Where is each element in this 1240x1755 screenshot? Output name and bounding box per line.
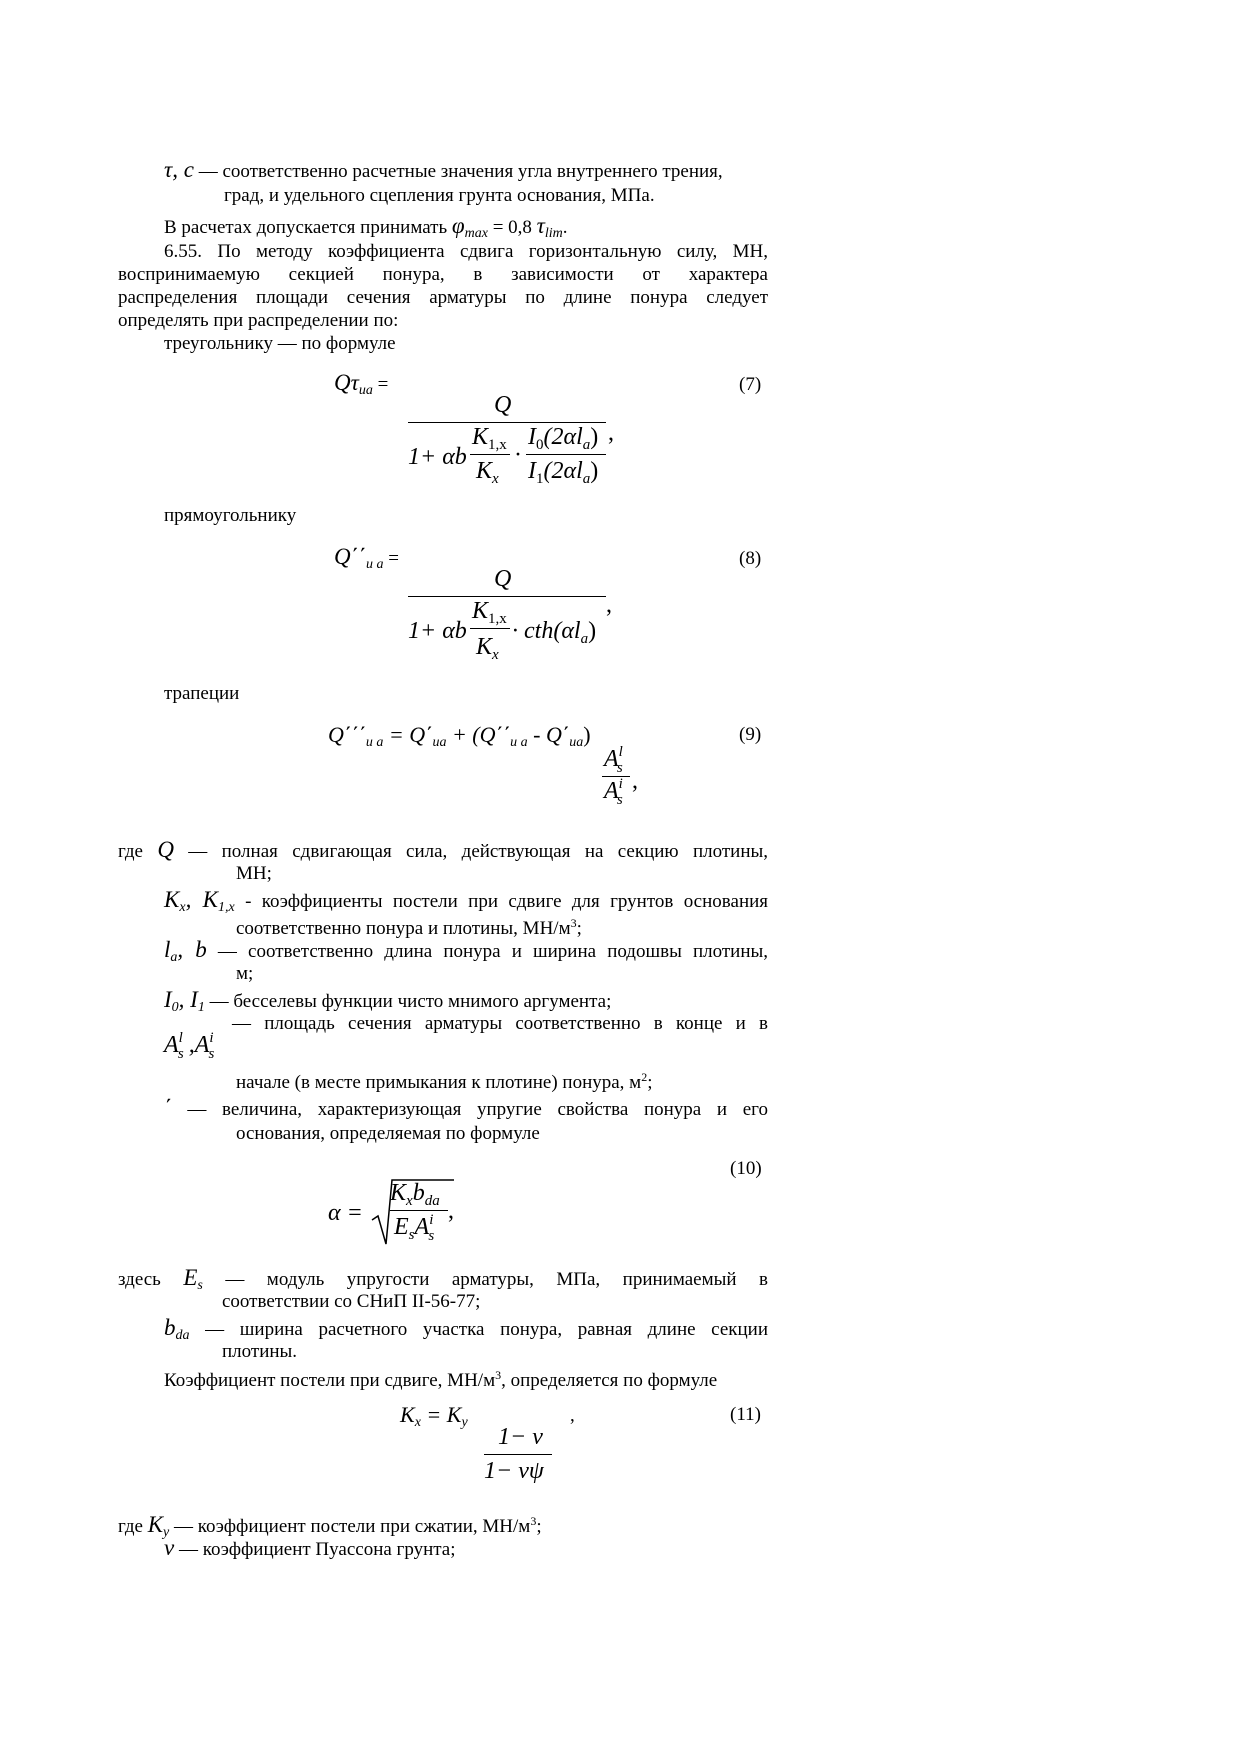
eq9-sub-d: ua — [569, 735, 584, 750]
def-b-sub: da — [175, 1328, 190, 1343]
eq8-numerator: Q — [494, 566, 512, 592]
eq8-eq: = — [383, 548, 399, 569]
eq9-line — [328, 722, 591, 751]
eq8-kx-sub: x — [492, 647, 499, 663]
coef-line — [164, 1364, 717, 1392]
eq7-lhs — [334, 370, 388, 399]
eq9-frac-num-sup: l — [618, 744, 623, 760]
eq10-denominator — [394, 1214, 439, 1244]
def-q-symbol: Q — [157, 837, 174, 862]
eq7-i0-close: ) — [590, 424, 599, 450]
eq7-i1-arg: (2αl — [543, 458, 583, 484]
eq7-i1-arg-sub: a — [582, 471, 591, 487]
eq11-mid: = K — [420, 1402, 462, 1427]
def-k-sub1: x — [179, 900, 186, 915]
def-tau-c-line2: град, и удельного сцепления грунта основания, МПа. — [224, 185, 655, 206]
eq8-main-bar — [408, 596, 606, 597]
def-l-text: — соответственно длина понура и ширина подошвы плотины, — [217, 941, 769, 962]
tau-symbol: τ — [536, 213, 545, 238]
p655-line5: треугольнику — по формуле — [164, 333, 396, 354]
def-a-sup-l: l — [178, 1030, 183, 1046]
eq10-frac-bar — [390, 1210, 448, 1211]
eq7-i0-arg-sub: a — [582, 437, 591, 453]
def-l-sub: a — [170, 950, 178, 965]
eq9-number: (9) — [739, 724, 762, 745]
eq8-one-plus-text: 1+ αb — [408, 618, 467, 644]
eq10-num-b-sub: da — [424, 1193, 440, 1209]
eq9-d: - Q΄ — [527, 722, 570, 747]
p655-line4: определять при распределении по: — [118, 310, 399, 331]
eq7-k1x-sub: 1,x — [488, 437, 507, 453]
eq7-number: (7) — [739, 374, 762, 395]
eq7-i0-arg: (2αl — [543, 424, 583, 450]
def-q-line2: МН; — [236, 863, 272, 884]
def-ky-sup: 3 — [530, 1514, 537, 1528]
def-ky-text: — коэффициент постели при сжатии, МН/м — [174, 1516, 531, 1537]
def-i-sub0: 0 — [171, 1000, 179, 1015]
def-b-text: — ширина расчетного участка понура, равная длине секции — [205, 1319, 769, 1340]
def-e-text: — модуль упругости арматуры, МПа, принимаемый в — [225, 1269, 768, 1290]
eq11-k-sub: x — [414, 1415, 421, 1430]
eq7-i0-sub: 0 — [536, 437, 544, 453]
def-nu-text: — коэффициент Пуассона грунта; — [178, 1539, 456, 1560]
label-rectangle: прямоугольнику — [164, 505, 297, 526]
note-mid: = 0,8 — [492, 217, 532, 238]
def-a-sup-i: i — [209, 1030, 214, 1046]
eq8-lhs — [334, 544, 399, 573]
eq8-cth-sub: a — [580, 631, 589, 647]
eq9-frac-den-sub: s — [616, 792, 623, 808]
eq10-den-a: A — [414, 1214, 430, 1240]
def-k-end: ; — [576, 918, 582, 939]
def-a-comma: , — [188, 1032, 195, 1058]
def-a-sub2: s — [208, 1046, 215, 1062]
def-k-line2 — [236, 912, 582, 940]
eq7-comma: , — [608, 420, 614, 446]
eq9-frac-den-sym: A — [604, 778, 619, 804]
def-k-sym: K — [164, 887, 180, 912]
def-l-sym2: , b — [177, 937, 207, 962]
eq7-one-plus-text: 1+ αb — [408, 444, 467, 470]
def-nu-line — [164, 1536, 456, 1561]
eq7-i-bar — [526, 454, 606, 455]
def-a-text2: начале (в месте примыкания к плотине) понура, м — [236, 1072, 642, 1093]
def-k-sup: 3 — [570, 916, 577, 930]
eq7-main-bar — [408, 422, 606, 423]
eq10-comma: , — [448, 1198, 454, 1224]
def-k-sym2: , K — [185, 887, 219, 912]
def-nu-sym: ν — [164, 1535, 175, 1560]
eq8-k1x-sub: 1,x — [488, 611, 507, 627]
def-e-sub: s — [197, 1278, 203, 1293]
eq9-b: = Q΄ — [383, 722, 433, 747]
eq7-numerator: Q — [494, 392, 512, 418]
eq10-numerator — [390, 1180, 440, 1210]
def-b-sym: b — [164, 1315, 176, 1340]
eq8-k1x — [472, 598, 507, 628]
def-a-sup2: 2 — [641, 1070, 648, 1084]
def-a-line1: — площадь сечения арматуры соответственно в конце и в — [232, 1013, 768, 1034]
eq10-num-b: b — [412, 1180, 425, 1206]
label-trapezoid: трапеции — [164, 683, 240, 704]
coef-text: Коэффициент постели при сдвиге, МН/м — [164, 1370, 496, 1391]
eq11-number: (11) — [730, 1404, 761, 1425]
eq11-denominator: 1− νψ — [484, 1458, 544, 1484]
def-a-end: ; — [647, 1072, 653, 1093]
def-b-line2: плотины. — [222, 1341, 298, 1362]
eq8-kx-sym: K — [476, 634, 493, 660]
coef-end: , определяется по формуле — [501, 1370, 718, 1391]
def-l-line2: м; — [236, 963, 254, 984]
coef-sup: 3 — [495, 1368, 502, 1382]
eq8-cth — [512, 618, 596, 648]
def-tau-c-text1: — соответственно расчетные значения угла внутреннего трения, — [198, 161, 723, 182]
note-prefix: В расчетах допускается принимать — [164, 217, 448, 238]
eq7-i0 — [528, 424, 598, 454]
eq10-num-k-sub: x — [406, 1193, 413, 1209]
eq7-kx — [476, 458, 499, 488]
eq10-den-e-sub: s — [408, 1227, 415, 1243]
eq10-alpha: α = — [328, 1200, 363, 1226]
eq7-i1-sym: I — [528, 458, 536, 484]
eq7-k1x-sym: K — [472, 424, 489, 450]
eq10-number: (10) — [730, 1158, 762, 1179]
eq7-lhs-sub: ua — [358, 383, 373, 398]
eq9-e: ) — [583, 722, 591, 747]
def-a-sym2: A — [194, 1032, 210, 1058]
def-a-line2 — [236, 1066, 653, 1094]
eq7-i0-sym: I — [528, 424, 536, 450]
def-i-sym: I — [164, 987, 172, 1012]
eq11-mid-sub: y — [461, 1415, 468, 1430]
eq9-c: + (Q΄΄ — [446, 722, 511, 747]
eq9-sub-c: u a — [510, 735, 528, 750]
def-gde: где — [118, 841, 143, 862]
eq9-frac-num-sym: A — [604, 746, 619, 772]
def-tau-c-line1 — [164, 158, 723, 183]
def-k-sub2: 1,x — [218, 900, 235, 915]
def-alpha-sym: ΄ — [164, 1095, 172, 1120]
eq8-lhs-sub: u a — [365, 557, 384, 572]
phi-symbol: φ — [451, 213, 465, 238]
eq8-kx — [476, 634, 499, 664]
eq7-kx-sub: x — [492, 471, 499, 487]
def-i-sub1: 1 — [197, 1000, 205, 1015]
eq9-sub-b: ua — [432, 735, 447, 750]
def-l-sym: l — [164, 937, 171, 962]
symbol-tau-c: τ, c — [164, 157, 194, 182]
eq10-den-a-sub: s — [428, 1228, 435, 1244]
def-alpha-line1 — [164, 1096, 768, 1121]
eq7-i1-sub: 1 — [536, 471, 544, 487]
eq9-frac-bar — [602, 776, 630, 777]
def2-zdes: здесь — [118, 1269, 161, 1290]
def-ky-sub: y — [163, 1525, 170, 1540]
eq9-frac-num-sub: s — [616, 760, 623, 776]
eq11-k: K — [400, 1402, 415, 1427]
eq7-kx-sym: K — [476, 458, 493, 484]
tau-sub: lim — [544, 226, 563, 241]
eq9-frac-den — [604, 776, 629, 808]
eq7-eq: = — [372, 374, 389, 395]
eq10-den-a-sup: i — [429, 1212, 434, 1228]
eq7-i1 — [528, 458, 598, 488]
eq10-num-k: K — [390, 1180, 407, 1206]
eq7-k1x — [472, 424, 507, 454]
eq9-comma: , — [632, 768, 638, 794]
eq11-lhs — [400, 1402, 468, 1431]
def-k-text: - коэффициенты постели при сдвиге для грунтов основания — [245, 891, 769, 912]
def-a-sub1: s — [177, 1046, 184, 1062]
def-alpha-line2: основания, определяемая по формуле — [236, 1123, 540, 1144]
eq8-k1x-sym: K — [472, 598, 489, 624]
p655-line2: воспринимаемую секцией понура, в зависимости от характера — [118, 264, 768, 285]
def-l-line1 — [164, 938, 768, 969]
def-a-symbols — [164, 1030, 219, 1062]
phi-sub: max — [464, 226, 488, 241]
p655-line1: 6.55. По методу коэффициента сдвига горизонтальную силу, МН, — [164, 241, 768, 262]
eq8-cth-text: · cth(αl — [512, 618, 581, 644]
def-k-text2: соответственно понура и плотины, МН/м — [236, 918, 571, 939]
def3-gde: где — [118, 1516, 143, 1537]
eq7-one-plus — [408, 444, 467, 471]
eq11-comma: , — [570, 1405, 575, 1426]
def-q-text: — полная сдвигающая сила, действующая на секцию плотины, — [188, 841, 769, 862]
p655-line3: распределения площади сечения арматуры по длине понура следует — [118, 287, 768, 308]
eq8-cth-close: ) — [588, 618, 597, 644]
eq8-comma: , — [606, 592, 612, 618]
eq9-frac-num — [604, 744, 629, 776]
eq7-dot: · — [514, 442, 522, 468]
def-alpha-text: — величина, характеризующая упругие свойства понура и его — [187, 1099, 768, 1120]
eq11-numerator: 1− ν — [498, 1424, 543, 1450]
note-end: . — [562, 217, 568, 238]
eq8-k-bar — [470, 628, 510, 629]
def-i-text: — бесселевы функции чисто мнимого аргумента; — [209, 991, 612, 1012]
eq10-den-e: E — [394, 1214, 409, 1240]
eq9-a: Q΄΄΄ — [328, 722, 366, 747]
eq8-number: (8) — [739, 548, 762, 569]
def-a-sym1: A — [164, 1032, 179, 1058]
eq11-frac-bar — [484, 1454, 552, 1455]
eq8-one-plus — [408, 618, 467, 645]
def-q-line1 — [118, 838, 768, 863]
eq7-lhs-symbol: Qτ — [334, 370, 359, 395]
def-e-line2: соответствии со СНиП II-56-77; — [222, 1291, 481, 1312]
eq9-frac-den-sup: i — [618, 776, 623, 792]
eq9-sub-a: u a — [365, 735, 384, 750]
def-e-sym: E — [183, 1265, 198, 1290]
eq8-lhs-symbol: Q΄΄ — [334, 544, 366, 569]
def-ky-end: ; — [536, 1516, 542, 1537]
def-i-sym2: , I — [178, 987, 198, 1012]
eq7-k-bar — [470, 454, 510, 455]
def-ky-sym: K — [147, 1512, 164, 1537]
eq7-i1-close: ) — [590, 458, 599, 484]
